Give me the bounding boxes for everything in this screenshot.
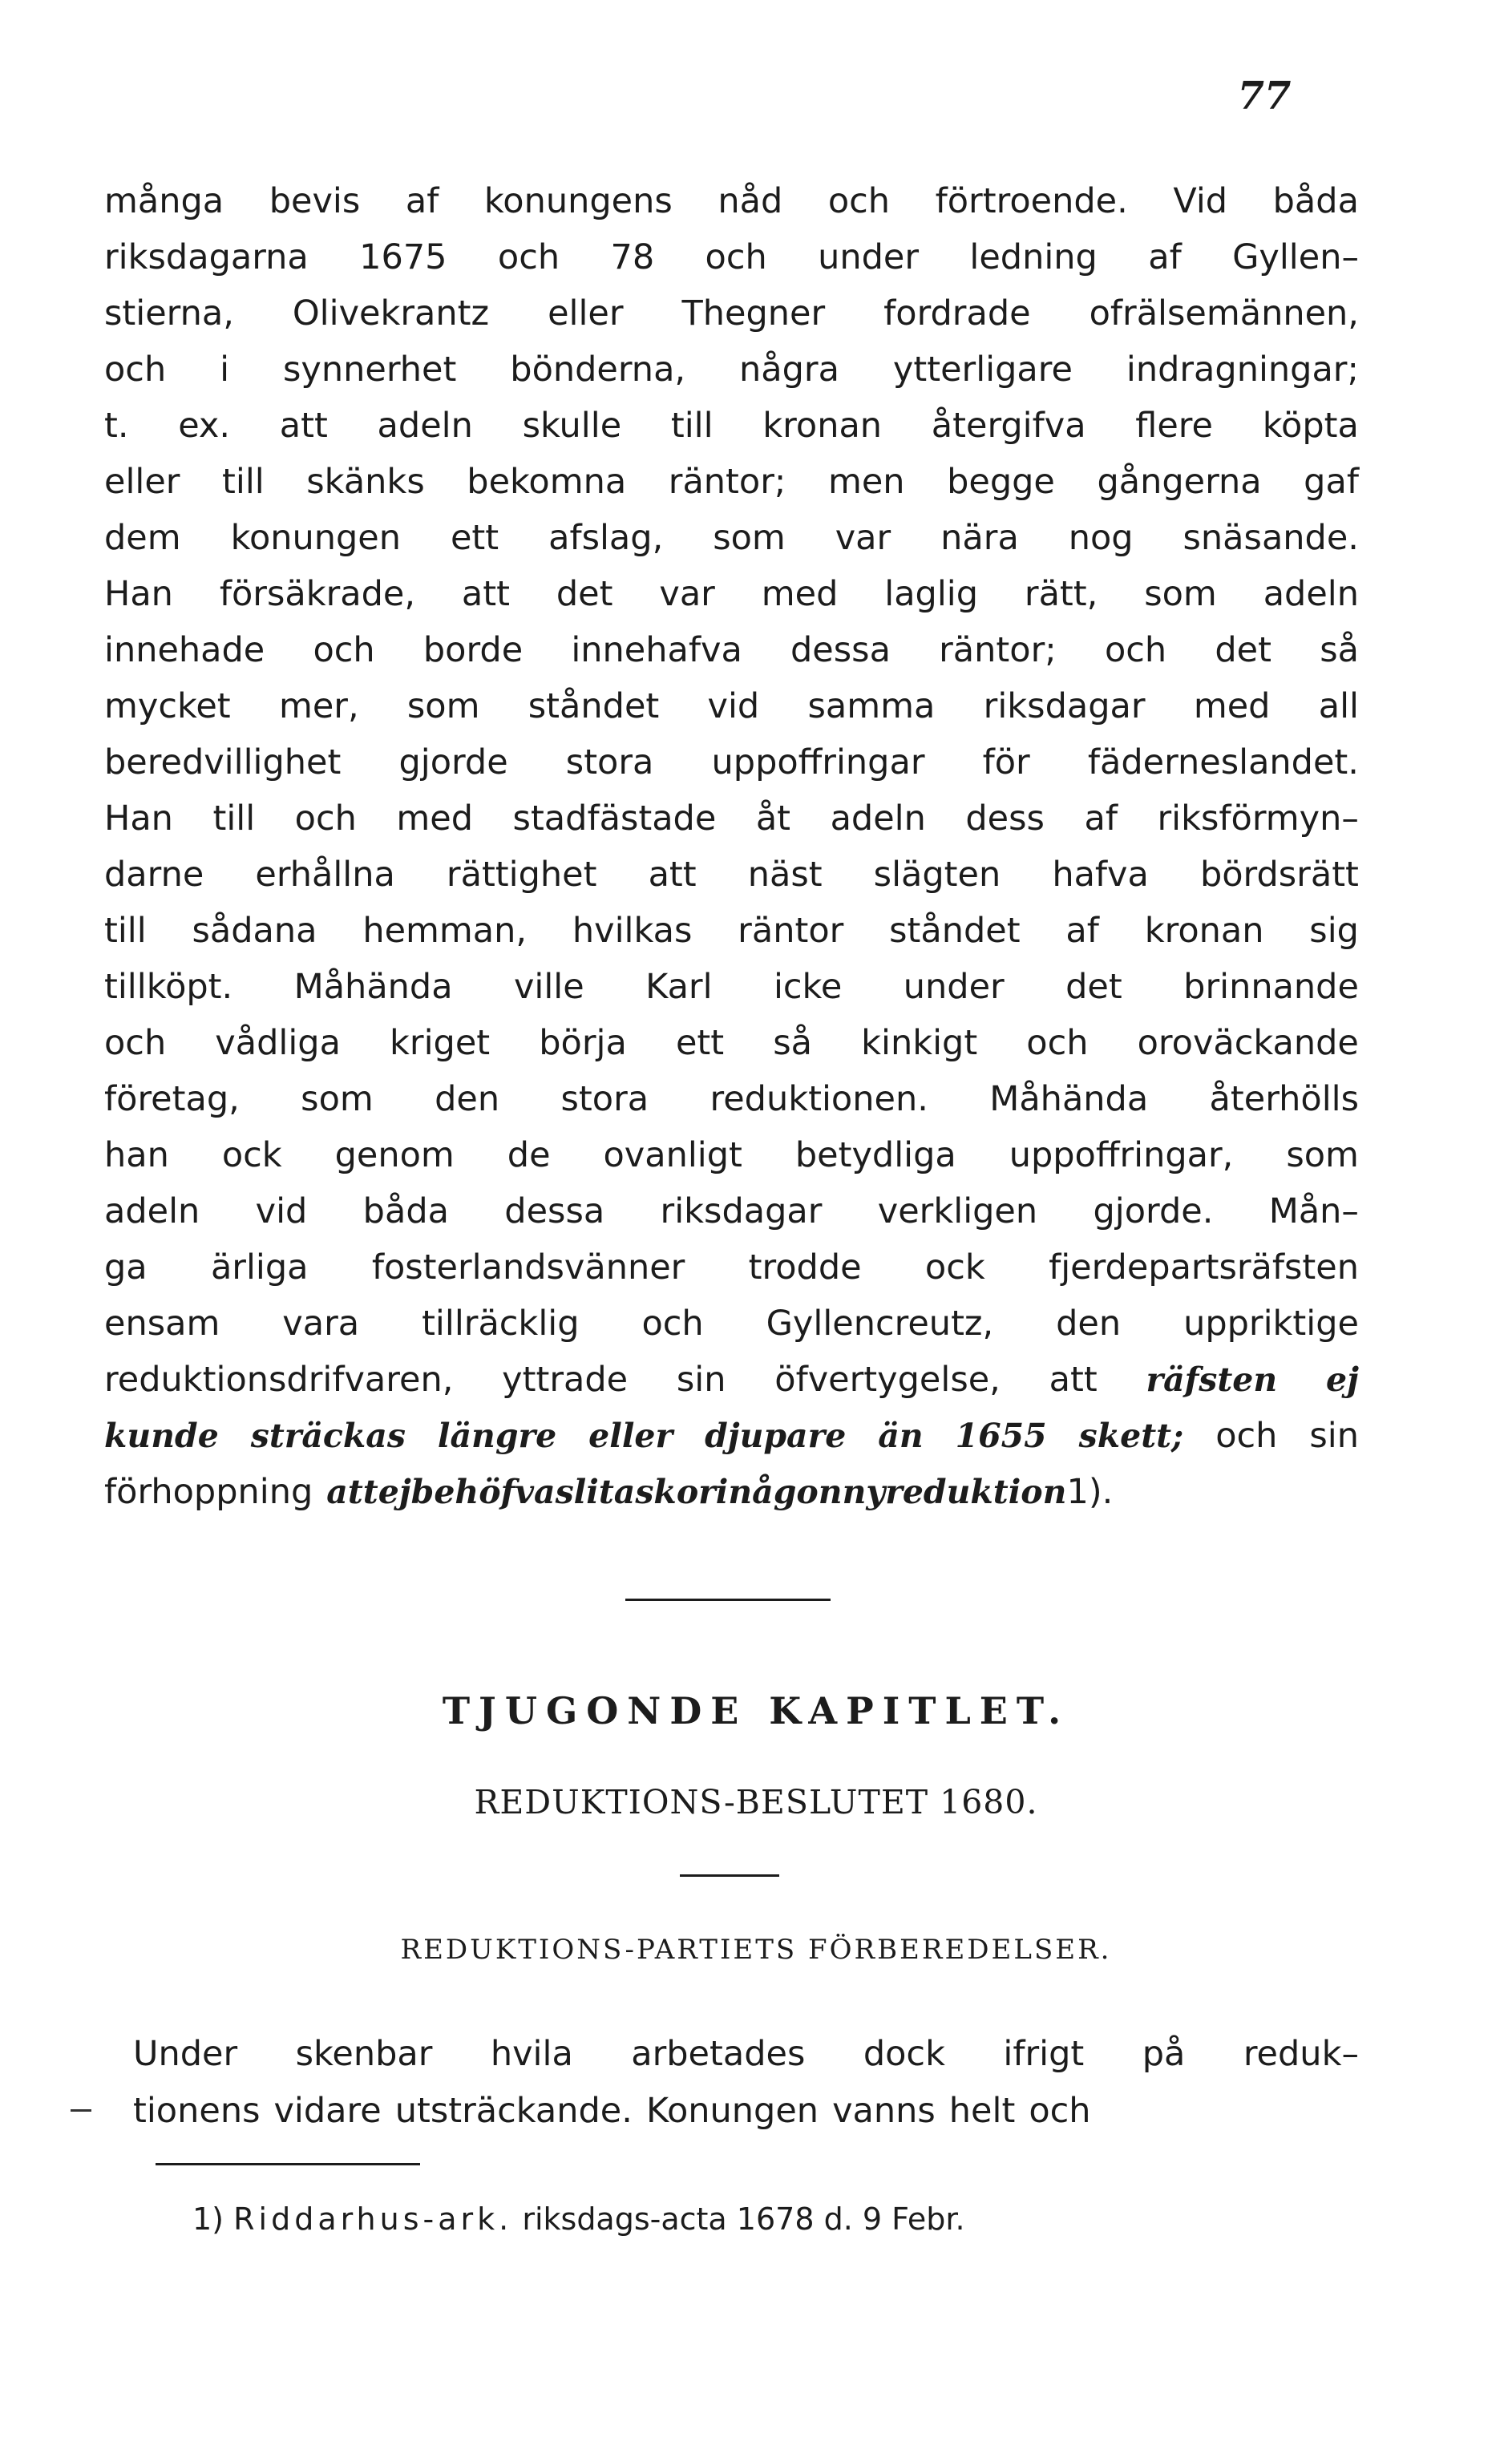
word: skänks	[306, 462, 425, 502]
word: ifrigt	[1003, 2034, 1085, 2074]
text-line	[104, 342, 1359, 398]
word: riksdagarna	[104, 237, 309, 277]
word: gjorde.	[1093, 1191, 1214, 1231]
text-line	[104, 285, 1359, 342]
word: fordrade	[883, 293, 1031, 334]
word: och	[827, 181, 891, 221]
word: men	[827, 462, 905, 502]
word: vanns	[832, 2091, 936, 2131]
word: räntor;	[939, 630, 1057, 670]
word: Under	[133, 2034, 238, 2074]
word: Vid	[1173, 181, 1228, 221]
word: till	[222, 462, 265, 502]
word: bördsrätt	[1199, 855, 1359, 895]
word: och	[1215, 1416, 1278, 1456]
text-line	[133, 2026, 1359, 2083]
word: genom	[334, 1135, 455, 1175]
word: Karl	[645, 967, 713, 1007]
word: bevis	[269, 181, 361, 221]
word: mer,	[278, 686, 359, 726]
word: erhållna	[255, 855, 395, 895]
word: vid	[255, 1191, 308, 1231]
text-line	[104, 510, 1359, 566]
word: afslag,	[548, 518, 664, 558]
word: ovanligt	[603, 1135, 742, 1175]
word: darne	[104, 855, 204, 895]
word: ga	[104, 1247, 148, 1288]
italic-word: räfsten	[1146, 1360, 1278, 1399]
chapter-paragraph	[133, 2026, 1359, 2140]
word: att	[1049, 1360, 1098, 1400]
text-line	[104, 173, 1359, 229]
word: konungens	[483, 181, 673, 221]
text-line	[104, 566, 1359, 622]
word: Konungen	[645, 2091, 819, 2131]
text-line	[104, 1296, 1359, 1352]
word: att	[461, 574, 510, 614]
word: förtroende.	[935, 181, 1128, 221]
word: icke	[773, 967, 843, 1007]
word: 1675	[359, 237, 447, 277]
word: ensam	[104, 1304, 220, 1344]
word: ett	[450, 518, 499, 558]
word: eller	[548, 293, 624, 334]
word: brinnande	[1183, 967, 1359, 1007]
word: Måhända	[293, 967, 453, 1007]
word: trodde	[748, 1247, 862, 1288]
word: Gyllen–	[1232, 237, 1359, 277]
word: att	[648, 855, 697, 895]
word: riksförmyn–	[1157, 798, 1359, 839]
word: stora	[565, 742, 654, 782]
word: Gyllencreutz,	[766, 1304, 994, 1344]
word: dessa	[504, 1191, 605, 1231]
word: ock	[221, 1135, 282, 1175]
word: hvila	[490, 2034, 573, 2074]
word: öfvertygelse,	[774, 1360, 1001, 1400]
word: mycket	[104, 686, 231, 726]
word: nog	[1068, 518, 1134, 558]
word: ville	[513, 967, 584, 1007]
word: båda	[1272, 181, 1359, 221]
word: nåd	[718, 181, 783, 221]
text-line	[104, 229, 1359, 285]
word: stadfästade	[512, 798, 717, 839]
word: fosterlandsvänner	[371, 1247, 685, 1288]
word: återgifva	[931, 406, 1086, 446]
word: begge	[947, 462, 1055, 502]
text-line	[104, 1015, 1359, 1071]
word: och	[104, 1023, 167, 1063]
italic-word: 1655	[955, 1417, 1047, 1455]
text-line	[104, 1408, 1359, 1464]
italic-word: ej	[1326, 1360, 1359, 1399]
word: med	[396, 798, 474, 839]
word: vådliga	[215, 1023, 341, 1063]
word: ledning	[969, 237, 1098, 277]
word: och	[1104, 630, 1167, 670]
word: helt	[948, 2091, 1016, 2131]
word: flere	[1135, 406, 1213, 446]
word: konungen	[230, 518, 402, 558]
word: tillräcklig	[422, 1304, 580, 1344]
italic-word: behöfva	[410, 1473, 556, 1511]
text-line	[104, 1464, 1359, 1520]
section-divider	[625, 1599, 831, 1601]
word: adeln	[830, 798, 926, 839]
word: hvilkas	[572, 911, 693, 951]
word: till	[104, 911, 147, 951]
word: adeln	[104, 1191, 200, 1231]
word: slägten	[873, 855, 1001, 895]
word: båda	[362, 1191, 449, 1231]
italic-word: slita	[555, 1473, 636, 1511]
word: och	[294, 798, 357, 839]
word: räntor;	[668, 462, 786, 502]
word: näst	[747, 855, 823, 895]
italic-word: ej	[378, 1473, 411, 1511]
word: de	[507, 1135, 551, 1175]
word: Han	[104, 574, 173, 614]
word: till	[670, 406, 714, 446]
word: att	[279, 406, 328, 446]
word: dess	[965, 798, 1045, 839]
word: köpta	[1262, 406, 1359, 446]
word: verkligen	[877, 1191, 1038, 1231]
word: gångerna	[1097, 462, 1262, 502]
word: och	[1029, 2091, 1091, 2131]
footnote-rule	[156, 2163, 420, 2165]
word: beredvillighet	[104, 742, 342, 782]
word: af	[405, 181, 439, 221]
word: på	[1142, 2034, 1186, 2074]
word: synnerhet	[283, 350, 457, 390]
word: ytterligare	[892, 350, 1073, 390]
word: rätt,	[1024, 574, 1098, 614]
word: uppriktige	[1183, 1304, 1359, 1344]
word: ofrälsemännen,	[1089, 293, 1359, 334]
word: räntor	[738, 911, 844, 951]
word: ock	[924, 1247, 985, 1288]
word: Mån–	[1268, 1191, 1359, 1231]
word: och	[1026, 1023, 1089, 1063]
word: af	[1084, 798, 1118, 839]
word: det	[556, 574, 613, 614]
word: sig	[1309, 911, 1359, 951]
word: återhölls	[1209, 1079, 1359, 1119]
word: reduktionen.	[710, 1079, 928, 1119]
word: nära	[940, 518, 1019, 558]
italic-word: ny	[842, 1473, 886, 1511]
word: så	[1320, 630, 1359, 670]
page-number: 77	[1237, 74, 1292, 119]
word: t.	[104, 406, 129, 446]
word: uppoffringar	[711, 742, 925, 782]
word: och	[497, 237, 560, 277]
word: kinkigt	[861, 1023, 978, 1063]
word: sådana	[192, 911, 317, 951]
word: indragningar;	[1126, 350, 1359, 390]
text-line	[104, 398, 1359, 454]
word: som	[1144, 574, 1217, 614]
italic-word: reduktion	[885, 1473, 1067, 1511]
word: under	[903, 967, 1005, 1007]
word: 78	[610, 237, 655, 277]
word: dessa	[790, 630, 891, 670]
chapter-heading: TJUGONDE KAPITLET.	[442, 1689, 1070, 1732]
word: rättighet	[446, 855, 597, 895]
word: som	[713, 518, 786, 558]
text-line	[104, 734, 1359, 790]
word: och	[313, 630, 375, 670]
word: tillköpt.	[104, 967, 233, 1007]
word: några	[739, 350, 839, 390]
text-line	[104, 1183, 1359, 1239]
text-line	[104, 903, 1359, 959]
word: stierna,	[104, 293, 234, 334]
text-line	[104, 1071, 1359, 1127]
footnote-marker: 1)	[192, 2201, 224, 2237]
word: bönderna,	[510, 350, 686, 390]
word: han	[104, 1135, 169, 1175]
italic-word: sträckas	[250, 1417, 406, 1455]
word: kronan	[1144, 911, 1264, 951]
word: så	[773, 1023, 812, 1063]
word: hafva	[1052, 855, 1149, 895]
word: förhoppning	[104, 1472, 313, 1512]
word: tionens	[133, 2091, 261, 2131]
text-line	[104, 959, 1359, 1015]
italic-word: kunde	[104, 1417, 219, 1455]
word: och	[641, 1304, 704, 1344]
word: många	[104, 181, 224, 221]
word: Thegner	[681, 293, 826, 334]
italic-word: eller	[588, 1417, 673, 1455]
word: företag,	[104, 1079, 240, 1119]
word: var	[835, 518, 891, 558]
word: ett	[675, 1023, 725, 1063]
word: oroväckande	[1137, 1023, 1359, 1063]
text-line	[104, 1352, 1359, 1408]
word: bekomna	[467, 462, 627, 502]
italic-word: skor	[635, 1473, 716, 1511]
word: borde	[422, 630, 524, 670]
word: det	[1215, 630, 1271, 670]
word: åt	[755, 798, 791, 839]
word: som	[301, 1079, 374, 1119]
italic-word: att	[326, 1473, 378, 1511]
footnote-text: riksdags-acta 1678 d. 9 Febr.	[522, 2201, 965, 2237]
word: adeln	[377, 406, 473, 446]
word: gaf	[1304, 462, 1359, 502]
text-line	[104, 454, 1359, 510]
text-line	[104, 678, 1359, 734]
word: riksdagar	[983, 686, 1146, 726]
word: kronan	[762, 406, 883, 446]
word: all	[1318, 686, 1359, 726]
text-line	[104, 622, 1359, 678]
word: reduk–	[1243, 2034, 1359, 2074]
word: 1).	[1066, 1472, 1114, 1512]
word: af	[1065, 911, 1099, 951]
word: skulle	[522, 406, 622, 446]
word: under	[818, 237, 920, 277]
word: uppoffringar,	[1009, 1135, 1234, 1175]
word: Han	[104, 798, 173, 839]
word: det	[1065, 967, 1122, 1007]
word: den	[435, 1079, 500, 1119]
word: dock	[863, 2034, 945, 2074]
text-line	[104, 1239, 1359, 1296]
word: till	[212, 798, 256, 839]
word: dem	[104, 518, 181, 558]
word: fäderneslandet.	[1087, 742, 1359, 782]
italic-word: någon	[728, 1473, 843, 1511]
word: ståndet	[528, 686, 660, 726]
word: med	[1193, 686, 1271, 726]
word: betydliga	[794, 1135, 956, 1175]
word: ståndet	[889, 911, 1021, 951]
text-line	[104, 790, 1359, 847]
title-rule	[680, 1874, 779, 1877]
word: vidare	[273, 2091, 382, 2131]
text-line	[133, 2083, 1359, 2140]
word: kriget	[390, 1023, 491, 1063]
footnote-source: Riddarhus-ark.	[233, 2201, 513, 2237]
word: innehafva	[571, 630, 742, 670]
word: försäkrade,	[219, 574, 416, 614]
word: börja	[539, 1023, 627, 1063]
footnote	[192, 2201, 965, 2237]
word: som	[1286, 1135, 1359, 1175]
word: utsträckande.	[394, 2091, 633, 2131]
word: Måhända	[989, 1079, 1149, 1119]
word: eller	[104, 462, 180, 502]
word: vid	[707, 686, 760, 726]
word: och	[104, 350, 167, 390]
word: sin	[676, 1360, 726, 1400]
word: var	[659, 574, 715, 614]
italic-word: än	[878, 1417, 924, 1455]
word: som	[406, 686, 480, 726]
word: yttrade	[502, 1360, 629, 1400]
word: af	[1148, 237, 1182, 277]
italic-word: djupare	[705, 1417, 847, 1455]
word: arbetades	[631, 2034, 806, 2074]
word: riksdagar	[660, 1191, 823, 1231]
word: stora	[560, 1079, 649, 1119]
word: och	[705, 237, 767, 277]
word: fjerdepartsräfsten	[1049, 1247, 1359, 1288]
italic-word: i	[715, 1473, 729, 1511]
word: hemman,	[362, 911, 528, 951]
word: Olivekrantz	[292, 293, 490, 334]
word: den	[1056, 1304, 1122, 1344]
word: laglig	[884, 574, 979, 614]
word: gjorde	[398, 742, 508, 782]
word: skenbar	[295, 2034, 433, 2074]
word: snäsande.	[1183, 518, 1359, 558]
word: samma	[807, 686, 936, 726]
word: i	[220, 350, 230, 390]
italic-word: skett;	[1078, 1417, 1184, 1455]
section-title: REDUKTIONS-PARTIETS FÖRBEREDELSER.	[400, 1934, 1112, 1966]
word: adeln	[1263, 574, 1359, 614]
word: ex.	[178, 406, 231, 446]
text-line	[104, 847, 1359, 903]
body-paragraph	[104, 173, 1359, 1520]
word: reduktionsdrifvaren,	[104, 1360, 454, 1400]
word: för	[982, 742, 1030, 782]
word: innehade	[104, 630, 265, 670]
word: sin	[1309, 1416, 1359, 1456]
word: med	[761, 574, 839, 614]
margin-dash	[71, 2109, 91, 2112]
word: vara	[282, 1304, 360, 1344]
italic-word: längre	[437, 1417, 557, 1455]
text-line	[104, 1127, 1359, 1183]
word: ärliga	[210, 1247, 309, 1288]
chapter-title: REDUKTIONS-BESLUTET 1680.	[474, 1783, 1038, 1821]
